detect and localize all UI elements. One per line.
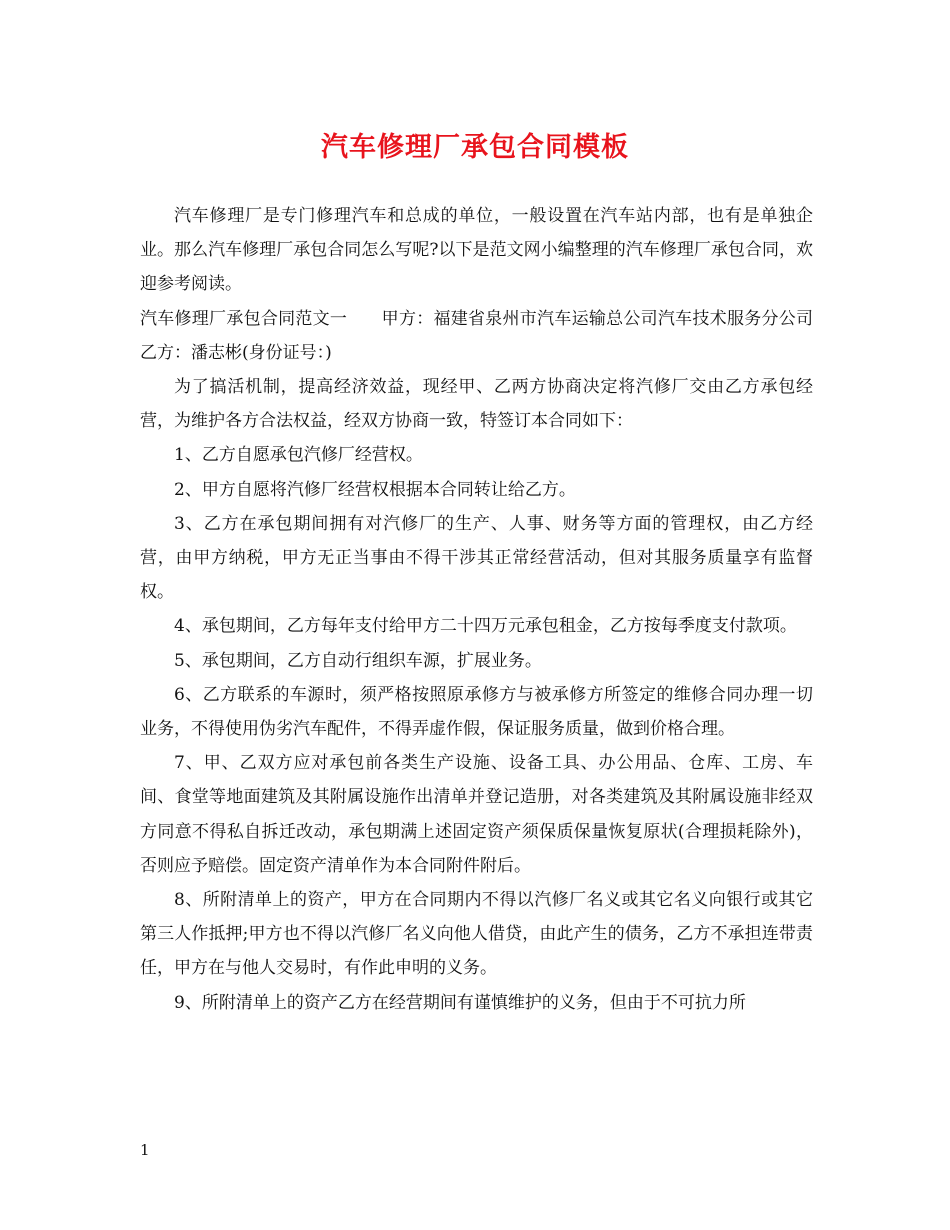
page-number: 1 — [140, 1141, 150, 1159]
paragraph-clause-8: 8、所附清单上的资产，甲方在合同期内不得以汽修厂名义或其它名义向银行或其它第三人作抵押;甲方也不得以汽修厂名义向他人借贷，由此产生的债务，乙方不承担连带责任，甲方在与他人交易时，有作此申明的义务。 — [140, 890, 813, 979]
paragraph-intro: 汽车修理厂是专门修理汽车和总成的单位，一般设置在汽车站内部，也有是单独企业。那么汽车修理厂承包合同怎么写呢?以下是范文网小编整理的汽车修理厂承包合同，欢迎参考阅读。 — [140, 206, 813, 295]
paragraph-parties: 汽车修理厂承包合同范文一 甲方：福建省泉州市汽车运输总公司汽车技术服务分公司 乙方：潘志彬(身份证号：) — [140, 308, 813, 363]
paragraph-preamble: 为了搞活机制，提高经济效益，现经甲、乙两方协商决定将汽修厂交由乙方承包经营，为维护各方合法权益，经双方协商一致，特签订本合同如下： — [140, 377, 813, 432]
paragraph-clause-7: 7、甲、乙双方应对承包前各类生产设施、设备工具、办公用品、仓库、工房、车间、食堂等地面建筑及其附属设施作出清单并登记造册，对各类建筑及其附属设施非经双方同意不得私自拆迁改动，承包期满上述固定资产须保质保量恢复原状(合理损耗除外)，否则应予赔偿。固定资产清单作为本合同附件附后。 — [140, 753, 813, 876]
document-body — [140, 199, 813, 1020]
paragraph-clause-9: 9、所附清单上的资产乙方在经营期间有谨慎维护的义务，但由于不可抗力所 — [174, 992, 746, 1013]
document-title: 汽车修理厂承包合同模板 — [321, 132, 629, 163]
paragraph-clause-3: 3、乙方在承包期间拥有对汽修厂的生产、人事、财务等方面的管理权，由乙方经营，由甲方纳税，甲方无正当事由不得干涉其正常经营活动，但对其服务质量享有监督权。 — [140, 513, 813, 603]
paragraph-clause-1: 1、乙方自愿承包汽修厂经营权。 — [174, 445, 423, 466]
paragraph-clause-2: 2、甲方自愿将汽修厂经营权根据本合同转让给乙方。 — [174, 479, 576, 500]
paragraph-clause-6: 6、乙方联系的车源时，须严格按照原承修方与被承修方所签定的维修合同办理一切业务，不得使用伪劣汽车配件，不得弄虚作假，保证服务质量，做到价格合理。 — [140, 684, 813, 740]
paragraph-clause-4: 4、承包期间，乙方每年支付给甲方二十四万元承包租金，乙方按每季度支付款项。 — [174, 616, 797, 637]
paragraph-clause-5: 5、承包期间，乙方自动行组织车源，扩展业务。 — [174, 650, 542, 671]
